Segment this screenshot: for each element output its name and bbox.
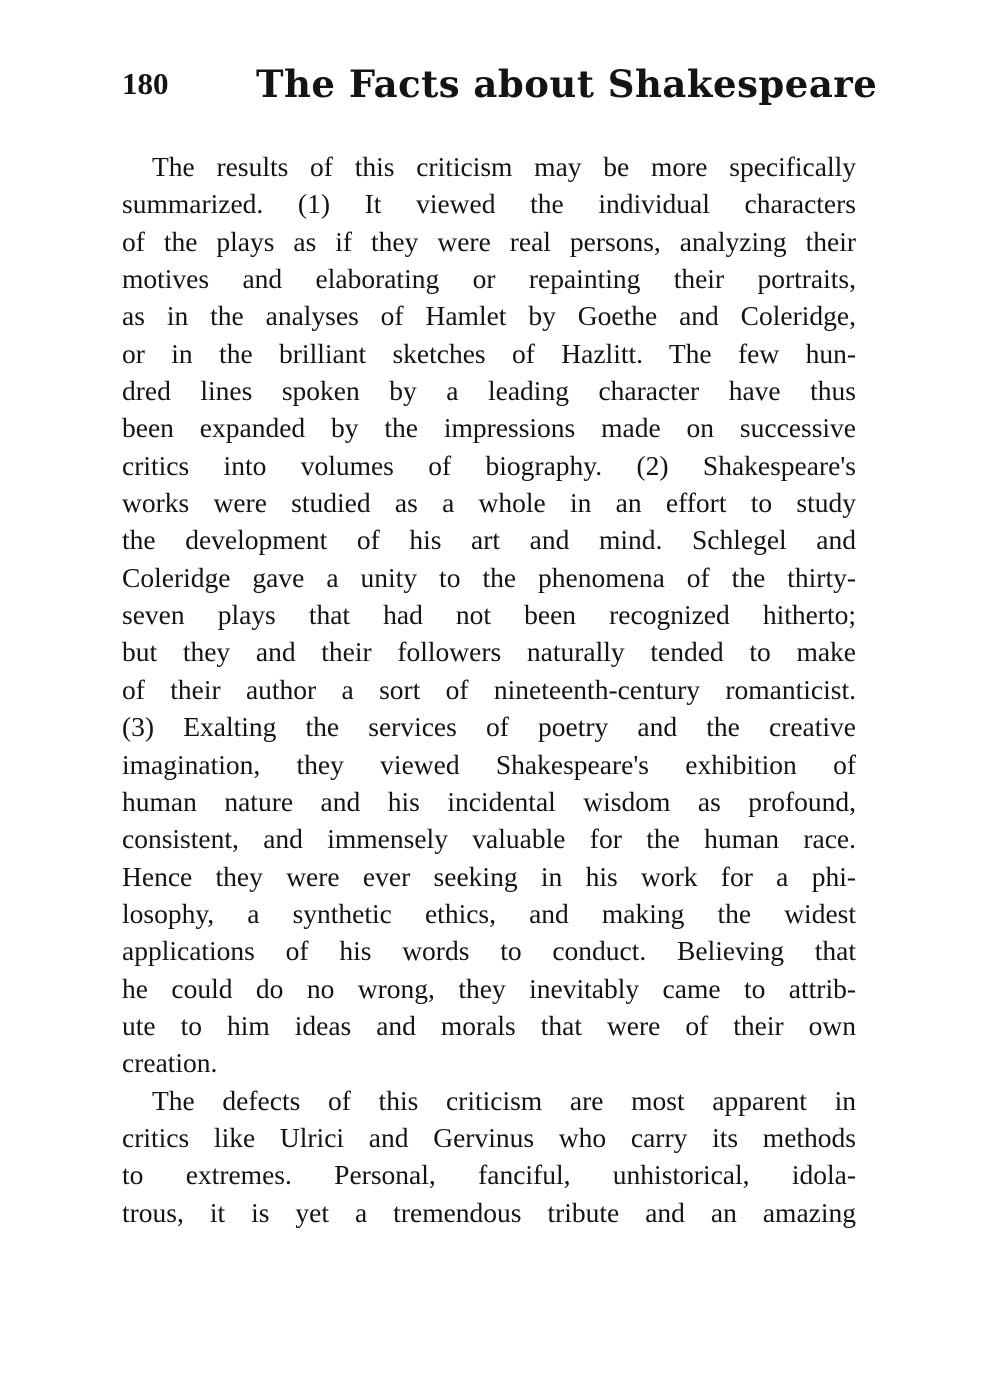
paragraph bbox=[122, 1082, 856, 1231]
text-line: trous, it is yet a tremendous tribute and an amazing bbox=[122, 1196, 856, 1228]
text-line: creation. bbox=[122, 1047, 218, 1079]
page-number: 180 bbox=[122, 66, 169, 101]
text-line: to extremes. Personal, fanciful, unhistorical, idola- bbox=[122, 1159, 856, 1191]
text-line: motives and elaborating or repainting their portraits, bbox=[122, 263, 856, 295]
text-line: applications of his words to conduct. Believing that bbox=[122, 935, 856, 967]
text-line: losophy, a synthetic ethics, and making the widest bbox=[122, 897, 856, 929]
running-title: The Facts about Shakespeare bbox=[256, 62, 878, 106]
text-line: The defects of this criticism are most apparent in bbox=[152, 1084, 856, 1116]
text-line: but they and their followers naturally tended to make bbox=[122, 636, 856, 668]
paragraph bbox=[122, 148, 856, 1082]
text-line: of the plays as if they were real persons, analyzing their bbox=[122, 225, 856, 257]
text-line: works were studied as a whole in an effort to study bbox=[122, 487, 856, 519]
text-line: imagination, they viewed Shakespeare's exhibition of bbox=[122, 748, 856, 780]
text-line: critics into volumes of biography. (2) Shakespeare's bbox=[122, 449, 856, 481]
text-line: dred lines spoken by a leading character have thus bbox=[122, 375, 856, 407]
text-line: critics like Ulrici and Gervinus who carry its methods bbox=[122, 1121, 856, 1153]
text-line: Hence they were ever seeking in his work for a phi- bbox=[122, 860, 856, 892]
text-line: summarized. (1) It viewed the individual characters bbox=[122, 188, 856, 220]
text-line: human nature and his incidental wisdom as profound, bbox=[122, 785, 856, 817]
text-line: (3) Exalting the services of poetry and the creative bbox=[122, 711, 856, 743]
text-line: or in the brilliant sketches of Hazlitt. The few hun- bbox=[122, 337, 856, 369]
body-text bbox=[122, 148, 856, 1231]
text-line: consistent, and immensely valuable for the human race. bbox=[122, 823, 856, 855]
text-line: The results of this criticism may be more specifically bbox=[152, 151, 856, 182]
text-line: the development of his art and mind. Schlegel and bbox=[122, 524, 856, 556]
running-head bbox=[122, 62, 878, 112]
text-line: as in the analyses of Hamlet by Goethe and Coleridge, bbox=[122, 300, 856, 332]
text-line: seven plays that had not been recognized hitherto; bbox=[122, 599, 856, 631]
text-line: been expanded by the impressions made on successive bbox=[122, 412, 856, 444]
text-line: ute to him ideas and morals that were of their own bbox=[122, 1009, 856, 1041]
text-line: he could do no wrong, they inevitably came to attrib- bbox=[122, 972, 856, 1004]
text-line: Coleridge gave a unity to the phenomena of the thirty- bbox=[122, 561, 856, 593]
text-line: of their author a sort of nineteenth-century romanticist. bbox=[122, 673, 856, 705]
